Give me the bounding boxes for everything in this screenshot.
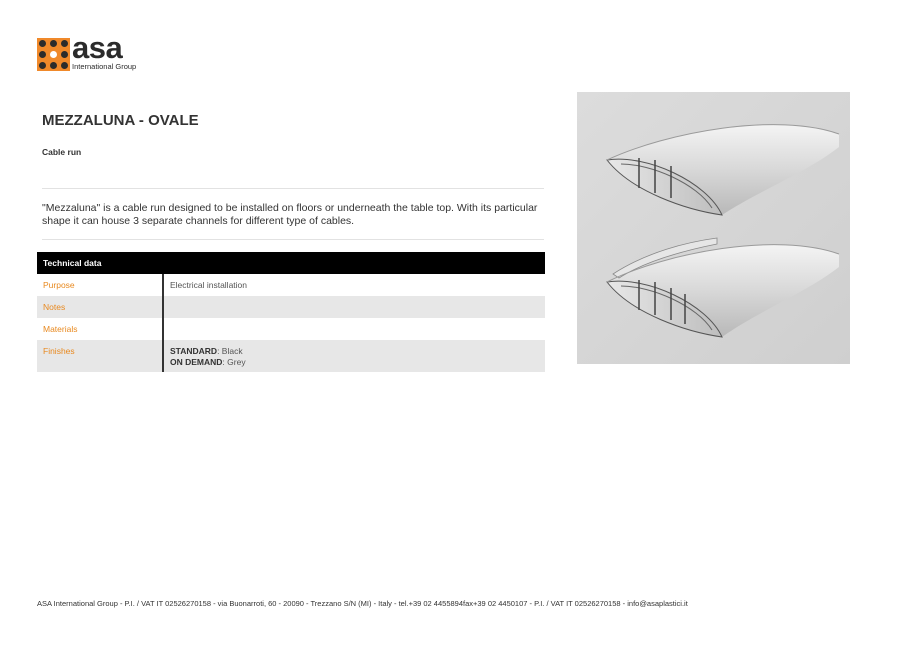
asa-logo <box>37 30 147 73</box>
divider-bottom <box>42 239 544 240</box>
row-label: Notes <box>37 296 164 318</box>
logo-wordmark: asa <box>72 30 123 65</box>
table-row-purpose <box>37 274 545 296</box>
divider-top <box>42 188 544 189</box>
table-row-notes <box>37 296 545 318</box>
row-label: Materials <box>37 318 164 340</box>
row-label: Finishes <box>37 340 164 372</box>
footer-company-info: ASA International Group - P.I. / VAT IT 02526270158 - via Buonarroti, 60 - 20090 - Trezzano S/N (MI) - Italy - tel.+39 02 4455894fax+39 02 4450107 - P.I. / VAT IT 02526270158 - info@asaplastici.it <box>37 599 688 608</box>
row-label: Purpose <box>37 274 164 296</box>
product-image <box>577 92 850 364</box>
product-description: "Mezzaluna" is a cable run designed to be installed on floors or underneath the table top. With its particular shape it can house 3 separate channels for different type of cables. <box>42 202 538 227</box>
product-title: MEZZALUNA - OVALE <box>42 112 199 129</box>
product-subtitle: Cable run <box>42 147 82 157</box>
finish-standard-label: STANDARD <box>170 346 218 356</box>
finish-on-demand: ON DEMAND: Grey <box>170 356 246 367</box>
logo-dots-icon <box>37 38 70 71</box>
technical-data-header: Technical data <box>37 252 545 274</box>
row-value <box>164 318 545 340</box>
row-value <box>164 296 545 318</box>
row-value: Electrical installation <box>170 280 248 290</box>
finish-demand-value: Grey <box>227 356 246 367</box>
finish-demand-label: ON DEMAND <box>170 356 223 367</box>
row-value <box>164 340 545 372</box>
finish-standard-value: Black <box>221 346 243 356</box>
technical-data-table <box>37 252 545 372</box>
logo-tagline: International Group <box>72 62 137 71</box>
table-row-materials <box>37 318 545 340</box>
finish-standard: STANDARD: Black <box>170 346 243 356</box>
table-row-finishes <box>37 340 545 372</box>
